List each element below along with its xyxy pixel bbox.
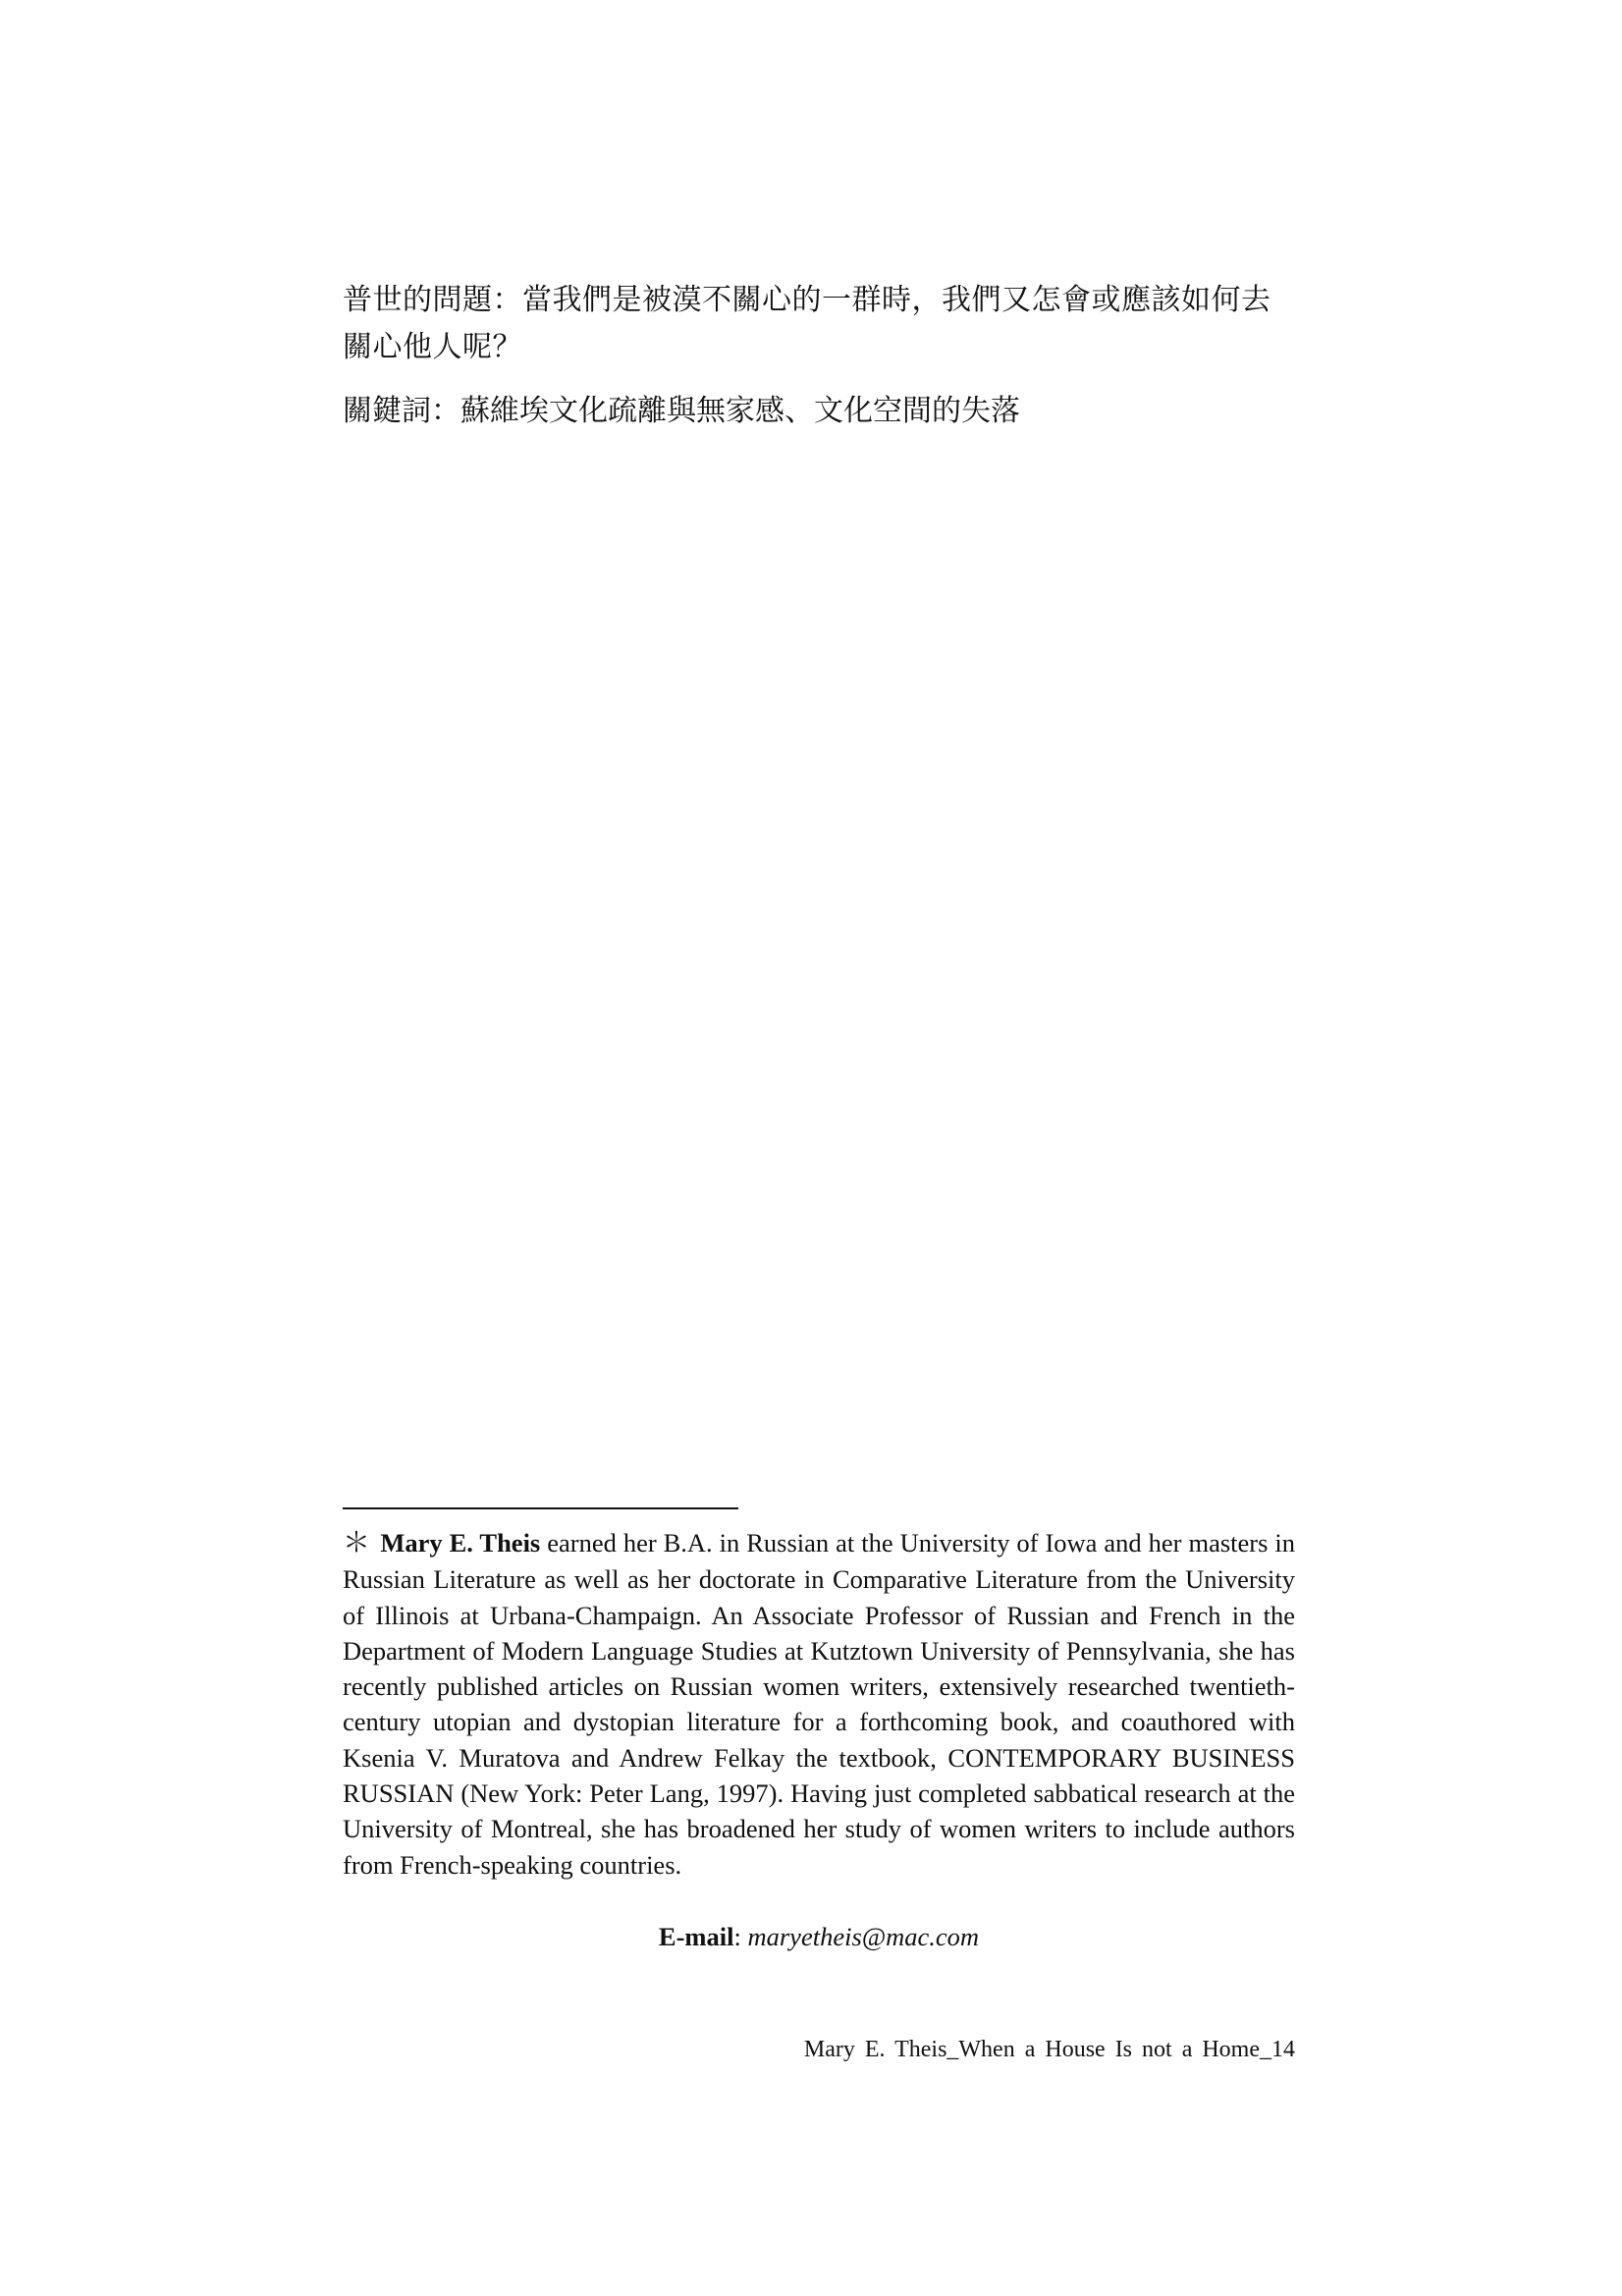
email-label: E-mail: [658, 1922, 734, 1951]
abstract-closing-text: 普世的問題：當我們是被漠不關心的一群時，我們又怎會或應該如何去關心他人呢？: [343, 284, 1271, 363]
keywords-line: 關鍵詞：蘇維埃文化疏離與無家感、文化空間的失落: [343, 395, 1020, 427]
footnote-marker: ＊: [343, 1528, 371, 1558]
author-email-line: [343, 1919, 1295, 1954]
running-footer: Mary E. Theis_When a House Is not a Home_14: [803, 2037, 1295, 2062]
author-footnote: [343, 1525, 1295, 1883]
author-name: Mary E. Theis: [380, 1528, 541, 1558]
email-address[interactable]: maryetheis@mac.com: [747, 1922, 980, 1951]
footnote-separator: [343, 1507, 738, 1509]
email-separator: :: [733, 1922, 748, 1951]
author-bio: earned her B.A. in Russian at the University of Iowa and her masters in Russian Literature as well as her doctorate in Comparative Literature from the University of Illinois at Urbana-Champaign. An Associate Professor of Russian and French in the Department of Modern Language Studies at Kutztown University of Pennsylvania, she has recently published articles on Russian women writers, extensively researched twentieth-century utopian and dystopian literature for a forthcoming book, and coauthored with Ksenia V. Muratova and Andrew Felkay the textbook, CONTEMPORARY BUSINESS RUSSIAN (New York: Peter Lang, 1997). Having just completed sabbatical research at the University of Montreal, she has broadened her study of women writers to include authors from French-speaking countries.: [343, 1528, 1295, 1880]
